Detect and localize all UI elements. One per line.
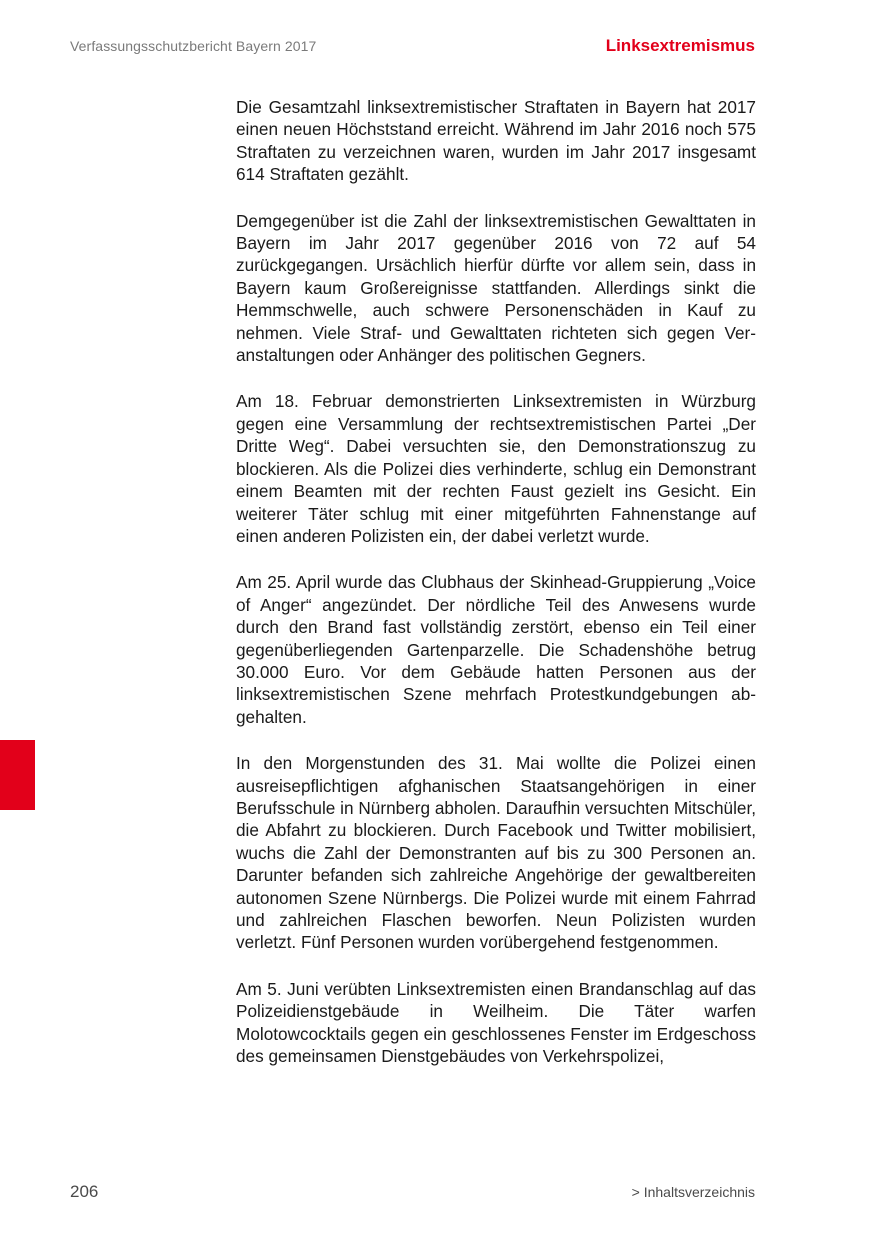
paragraph-3: Am 18. Februar demonstrierten Linksextremisten in Würzburg gegen eine Versammlung der rechtsextremistischen Partei „Der Dritte Weg“. Dabei versuchten sie, den Demonstrationszug zu blockieren. Als die Polizei dies verhinderte, schlug ein Demonstrant einem Beamten mit der rechten Faust gezielt ins Gesicht. Ein weiterer Täter schlug mit einer mitgeführten Fahnenstange auf einen anderen Polizisten ein, der dabei verletzt wurde. [236,391,756,546]
paragraph-2: Demgegenüber ist die Zahl der linksextremistischen Gewalttaten in Bayern im Jahr 2017 gegenüber 2016 von 72 auf 54 zurückgegangen. Ursächlich hierfür dürfte vor allem sein, dass in Bayern kaum Großereignisse stattfanden. Allerdings sinkt die Hemmschwelle, auch schwere Personenschäden in Kauf zu nehmen. Viele Straf- und Gewalttaten richteten sich gegen Veranstaltungen oder Anhänger des politischen Gegners. [236,210,756,366]
section-title: Linksextremismus [605,36,755,55]
table-of-contents-link[interactable]: > Inhaltsverzeichnis [631,1184,755,1200]
paragraph-4: Am 25. April wurde das Clubhaus der Skinhead-Gruppierung „Voice of Anger“ angezündet. Der nördliche Teil des Anwesens wurde durch den Brand fast vollständig zerstört, ebenso ein Teil einer gegenüberliegenden Gartenparzelle. Die Schadenshöhe betrug 30.000 Euro. Vor dem Gebäude hatten Personen aus der linksextremistischen Szene mehrfach Protestkundgebungen abgehalten. [236,572,756,727]
chapter-marker [0,740,35,810]
report-title: Verfassungsschutzbericht Bayern 2017 [70,38,317,54]
paragraph-5: In den Morgenstunden des 31. Mai wollte die Polizei einen ausreisepflichtigen afghanischen Staatsangehörigen in einer Berufsschule in Nürnberg abholen. Daraufhin versuchten Mitschüler, die Abfahrt zu blockieren. Durch Facebook und Twitter mobilisiert, wuchs die Zahl der Demonstranten auf bis zu 300 Personen an. Darunter befanden sich zahlreiche Angehörige der gewaltbereiten autonomen Szene Nürnbergs. Die Polizei wurde mit einem Fahrrad und zahlreichen Flaschen beworfen. Neun Polizisten wurden verletzt. Fünf Personen wurden vorübergehend festgenommen. [236,753,756,953]
body-text [236,96,756,1091]
page-number: 206 [70,1182,99,1201]
paragraph-6: Am 5. Juni verübten Linksextremisten einen Brandanschlag auf das Polizeidienstgebäude in Weilheim. Die Täter warfen Molotowcocktails gegen ein geschlossenes Fenster im Erdgeschoss des gemeinsamen Dienstgebäudes von Verkehrspolizei, [236,978,756,1067]
paragraph-1: Die Gesamtzahl linksextremistischer Straftaten in Bayern hat 2017 einen neuen Höchststand erreicht. Während im Jahr 2016 noch 575 Straftaten zu verzeichnen waren, wurden im Jahr 2017 insgesamt 614 Straftaten gezählt. [236,97,756,185]
